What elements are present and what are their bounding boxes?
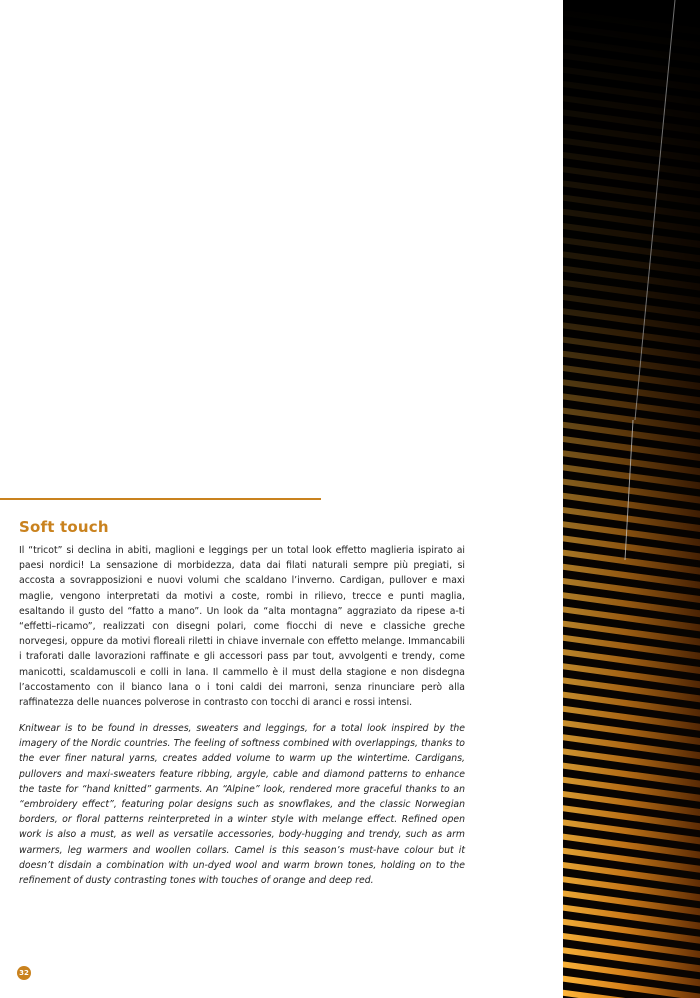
page-number-badge: 32 bbox=[17, 966, 31, 980]
english-paragraph: Knitwear is to be found in dresses, sweaters and leggings, for a total look inspired by the imagery of the Nordic countries. The feeling of softness combined with overlappings, thanks to the ever finer natural yarns, creates added volume to warm up the wintertime. Cardigans, pullovers and maxi-sweaters feature ribbing, argyle, cable and diamond patterns to enhance the taste for “hand knitted” garments. An “Alpine” look, rendered more graceful thanks to an “embroidery effect”, featuring polar designs such as snowflakes, and the classic Norwegian borders, or floral patterns reinterpreted in a winter style with melange effect. Refined open work is also a must, as well as versatile accessories, body-hugging and trendy, such as arm warmers, leg warmers and woollen collars. Camel is this season’s must-have colour but it doesn’t disdain a combination with un-dyed wool and warm brown tones, holding on to the refinement of dusty contrasting tones with touches of orange and deep red. bbox=[19, 723, 465, 887]
section-divider bbox=[0, 498, 321, 500]
italian-paragraph: Il “tricot” si declina in abiti, maglioni e leggings per un total look effetto maglieria ispirato ai paesi nordici! La sensazione di morbidezza, data dai filati naturali sempre più pregiati, si accosta a sovrapposizioni e nuovi volumi che scaldano l’inverno. Cardigan, pullover e maxi maglie, vengono interpretati da motivi a coste, rombi in rilievo, trecce e punti maglia, esaltando il gusto del “fatto a mano”. Un look da “alta montagna” aggraziato da ripese a-ti “effetti–ricamo”, realizzati con disegni polari, come fiocchi di neve e classiche greche norvegesi, oppure da motivi floreali riletti in chiave invernale con effetto melange. Immancabili i traforati dalle lavorazioni raffinate e gli accessori pass par tout, avvolgenti e trendy, come manicotti, scaldamuscoli e colli in lana. Il cammello è il must della stagione e non disdegna l’accostamento con il bianco lana o i toni caldi dei marroni, senza rinunciare però alla raffinatezza delle nuances polverose in contrasto con tocchi di aranci e rossi intensi. bbox=[19, 545, 465, 709]
section-title: Soft touch bbox=[19, 518, 109, 536]
venetian-blinds-photo bbox=[563, 0, 700, 998]
blinds-image bbox=[563, 0, 700, 998]
